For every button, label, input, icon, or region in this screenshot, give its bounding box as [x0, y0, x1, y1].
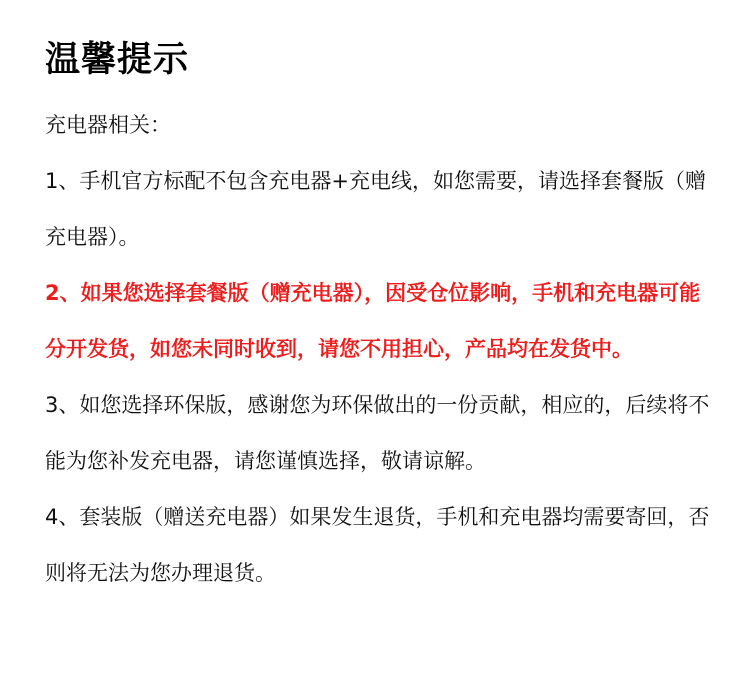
notice-item-4: 4、套装版（赠送充电器）如果发生退货，手机和充电器均需要寄回，否则将无法为您办理退货。	[45, 505, 710, 585]
notice-title: 温馨提示	[45, 40, 190, 80]
notice-item-2-warning: 2、如果您选择套餐版（赠充电器），因受仓位影响，手机和充电器可能分开发货，如您未同时收到，请您不用担心，产品均在发货中。	[45, 281, 701, 361]
section-label: 充电器相关：	[45, 113, 171, 137]
notice-item-3: 3、如您选择环保版，感谢您为环保做出的一份贡献，相应的，后续将不能为您补发充电器，请您谨慎选择，敬请谅解。	[45, 393, 710, 473]
notice-item-1: 1、手机官方标配不包含充电器+充电线，如您需要，请选择套餐版（赠充电器）。	[45, 169, 706, 249]
